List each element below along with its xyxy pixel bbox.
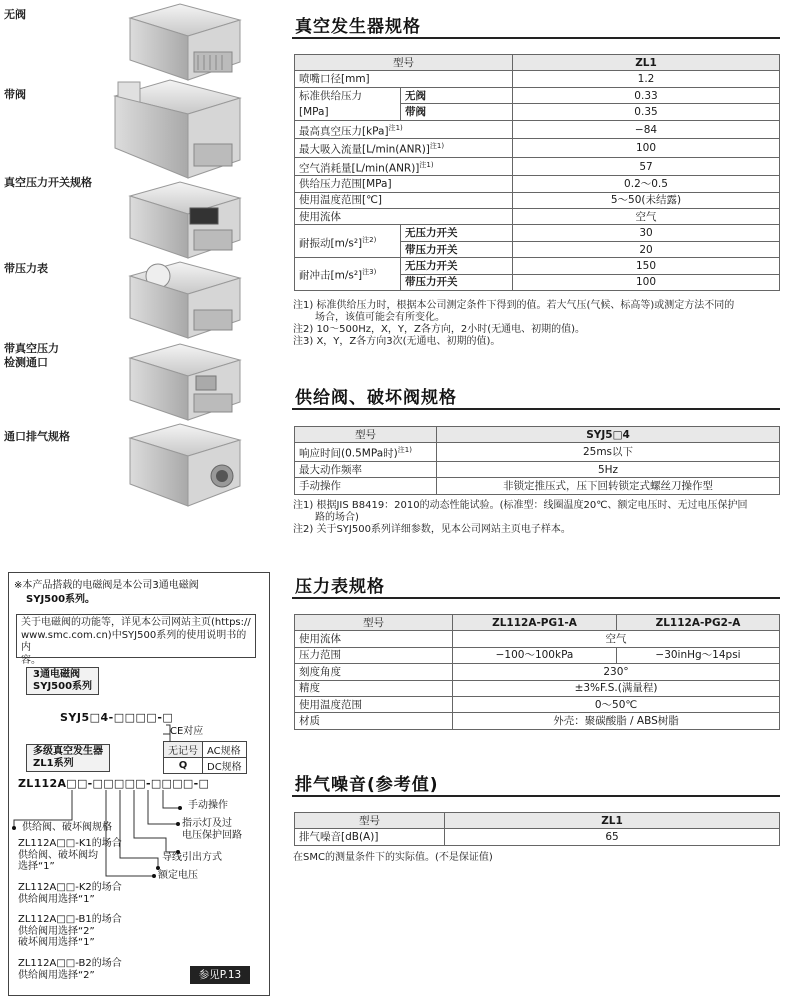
vibration-label: 耐振动$[m/s^2]^{注2)}$ — [295, 225, 401, 258]
shock-a-label: 无压力开关 — [401, 258, 513, 274]
noise-section-title: 排气噪音(参考值) — [295, 775, 439, 795]
gauge-angle-label: 刻度角度 — [295, 664, 453, 680]
product-illustrations — [110, 0, 285, 520]
product-image-vacuum-port — [130, 344, 240, 420]
supply-pressure-label-2: [MPa] — [299, 105, 329, 118]
variant-label-vacuum-port: 带真空压力 — [4, 342, 59, 355]
gauge-range-v2: −30inHg～14psi — [617, 647, 780, 663]
vacuum-notes — [293, 300, 785, 348]
nozzle-value: 1.2 — [513, 71, 780, 87]
vacuum-note-2: 注2) 10～500Hz，X，Y，Z各方向，2小时(无通电、初期的值)。 — [293, 324, 585, 335]
noise-head-label: 型号 — [295, 813, 445, 829]
vibration-a-label: 无压力开关 — [401, 225, 513, 241]
supply-pressure-label-1: 标准供给压力 — [299, 89, 362, 102]
legend-h2: AC规格 — [203, 742, 247, 758]
temp-range-label: 使用温度范围[℃] — [295, 192, 513, 208]
max-frequency-label: 最大动作频率 — [295, 461, 437, 477]
variant-label-vacuum-switch: 真空压力开关规格 — [4, 176, 92, 189]
option-k2-1: ZL112A□□-K2的场合 — [18, 882, 122, 893]
option-k2-2: 供给阀用选择“1” — [18, 893, 95, 905]
vacuum-note-1: 注1) 标准供给压力时，根据本公司测定条件下得到的值。若大气压(气候、标高等)或测定方法不同的 — [293, 300, 735, 311]
gauge-material-label: 材质 — [295, 713, 453, 729]
series2-tag-line1: 多级真空发生器 — [33, 746, 103, 757]
noise-note: 在SMC的测量条件下的实际值。(不是保证值) — [293, 852, 493, 863]
gauge-accuracy-value: ±3%F.S.(满量程) — [453, 680, 780, 696]
valve-notes — [293, 500, 785, 536]
product-image-vacuum-switch — [130, 182, 240, 258]
legend-q2: DC规格 — [203, 758, 247, 774]
variant-label-with-valve: 带阀 — [4, 88, 26, 101]
solenoid-note-box — [16, 614, 256, 666]
gauge-fluid-value: 空气 — [453, 631, 780, 647]
air-consumption-note: 注1) — [419, 160, 434, 169]
shock-note: 注3) — [362, 268, 377, 277]
option-b1-2: 供给阀用选择“2” — [18, 925, 95, 937]
series1-tag-line1: 3通电磁阀 — [33, 669, 80, 680]
lead-wire-label: 导线引出方式 — [162, 852, 222, 863]
valve-note-2: 注2) 关于SYJ500系列详细参数，见本公司网站主页电子样本。 — [293, 524, 571, 535]
ce-label: CE对应 — [170, 726, 204, 737]
gauge-range-label: 压力范围 — [295, 647, 453, 663]
vibration-a-value: 30 — [513, 225, 780, 241]
variant-label-gauge: 带压力表 — [4, 262, 48, 275]
max-suction-note: 注1) — [429, 142, 445, 151]
vibration-note: 注2) — [362, 235, 377, 244]
vacuum-spec-table — [294, 54, 780, 291]
max-vacuum-note: 注1) — [388, 123, 403, 132]
max-suction-label: 最大吸入流量$[L/\min(ANR)]^{注1)}$ — [295, 139, 513, 158]
fluid-label: 使用流体 — [295, 209, 513, 225]
fluid-value: 空气 — [513, 209, 780, 225]
max-vacuum-value: −84 — [513, 120, 780, 139]
option-b2-1: ZL112A□□-B2的场合 — [18, 958, 122, 969]
product-image-with-valve — [115, 80, 240, 178]
vacuum-section-title: 真空发生器规格 — [295, 17, 421, 37]
temp-range-value: 5～50(未结露) — [513, 192, 780, 208]
vacuum-head-label: 型号 — [295, 55, 513, 71]
option-k2 — [18, 882, 122, 905]
series1-tag — [26, 667, 99, 695]
box-line-1: ※本产品搭载的电磁阀是本公司3通电磁阀 — [14, 580, 199, 591]
option-b2 — [18, 958, 122, 981]
option-b1-3: 破坏阀用选择“1” — [18, 937, 95, 948]
solenoid-note-3: 容。 — [21, 654, 41, 666]
shock-label: 耐冲击$[m/s^2]^{注3)}$ — [295, 258, 401, 291]
variant-label-vacuum-port-2: 检测通口 — [4, 356, 48, 369]
max-frequency-value: 5Hz — [437, 461, 780, 477]
variant-label-no-valve: 无阀 — [4, 8, 26, 21]
series2-tag-line2: ZL1系列 — [33, 758, 74, 769]
gauge-accuracy-label: 精度 — [295, 680, 453, 696]
option-b1-1: ZL112A□□-B1的场合 — [18, 914, 122, 925]
vacuum-note-3: 注3) X，Y，Z各方向3次(无通电、初期的值)。 — [293, 336, 501, 347]
noise-row-label: 排气噪音[dB(A)] — [295, 829, 445, 845]
indicator-label-2: 电压保护回路 — [182, 830, 242, 841]
gauge-angle-value: 230° — [453, 664, 780, 680]
valve-head-label: 型号 — [295, 427, 437, 443]
product-image-no-valve — [130, 4, 240, 80]
shock-a-value: 150 — [513, 258, 780, 274]
valve-note-1: 注1) 根据JIS B8419：2010的动态性能试验。(标准型：线圈温度20℃、额定电压时、无过电压保护回 — [293, 500, 748, 511]
vibration-b-label: 带压力开关 — [401, 241, 513, 257]
no-valve-value: 0.33 — [513, 87, 780, 104]
gauge-head-m1: ZL112A-PG1-A — [453, 615, 617, 631]
legend-q: Q — [164, 758, 203, 774]
supply-range-value: 0.2～0.5 — [513, 176, 780, 192]
with-valve-value: 0.35 — [513, 104, 780, 121]
section-divider — [292, 795, 780, 797]
response-time-label: 响应时间(0.5MPa时)$^{注1)}$ — [295, 443, 437, 462]
section-divider — [292, 597, 780, 599]
series2-code: ZL112A□□-□□□□□-□□□□-□ — [18, 777, 210, 790]
gauge-spec-table — [294, 614, 780, 730]
option-b2-2: 供给阀用选择“2” — [18, 969, 95, 981]
noise-row-value: 65 — [445, 829, 780, 845]
solenoid-note-1: 关于电磁阀的功能等，详见本公司网站主页(https:// — [21, 617, 251, 628]
option-k1-1: ZL112A□□-K1的场合 — [18, 838, 122, 849]
option-k1-2: 供给阀、破坏阀均 — [18, 849, 98, 861]
nozzle-label: 喷嘴口径[mm] — [295, 71, 513, 87]
box-line-2: SYJ500系列。 — [26, 594, 96, 605]
shock-b-label: 带压力开关 — [401, 274, 513, 290]
option-k1-3: 选择“1” — [18, 861, 55, 872]
valve-section-title: 供给阀、破坏阀规格 — [295, 388, 457, 408]
gauge-fluid-label: 使用流体 — [295, 631, 453, 647]
indicator-label — [182, 818, 242, 842]
air-consumption-label: 空气消耗量$[L/\min(ANR)]^{注1)}$ — [295, 157, 513, 176]
vacuum-note-1b: 场合，该值可能会有所变化。 — [315, 312, 445, 323]
max-vacuum-label: 最高真空压力[kPa]$^{注1)}$ — [295, 120, 513, 139]
section-divider — [292, 408, 780, 410]
no-valve-label: 无阀 — [401, 87, 513, 104]
with-valve-label: 带阀 — [401, 104, 513, 121]
supply-spec-label: 供给阀、破坏阀规格 — [22, 822, 112, 833]
series1-tag-line2: SYJ500系列 — [33, 681, 93, 692]
gauge-head-label: 型号 — [295, 615, 453, 631]
manual-op-label: 手动操作 — [188, 800, 228, 811]
vacuum-head-model: ZL1 — [513, 55, 780, 71]
gauge-material-value: 外壳：聚碳酸脂 / ABS树脂 — [453, 713, 780, 729]
voltage-label: 额定电压 — [158, 870, 198, 881]
response-time-note: 注1) — [397, 446, 412, 455]
see-page-button[interactable]: 参见P.13 — [190, 966, 250, 984]
series1-code: SYJ5□4-□□□□-□ — [60, 711, 174, 724]
solenoid-note-2: www.smc.com.cn)中SYJ500系列的使用说明书的内 — [21, 629, 247, 653]
product-image-exhaust — [130, 424, 240, 506]
valve-note-1b: 路的场合) — [315, 512, 359, 523]
option-k1 — [18, 838, 122, 873]
legend-h: 无记号 — [164, 742, 203, 758]
gauge-range-v1: −100～100kPa — [453, 647, 617, 663]
gauge-section-title: 压力表规格 — [295, 577, 385, 597]
manual-operation-label: 手动操作 — [295, 478, 437, 494]
supply-range-label: 供给压力范围[MPa] — [295, 176, 513, 192]
gauge-temp-label: 使用温度范围 — [295, 696, 453, 712]
noise-head-model: ZL1 — [445, 813, 780, 829]
response-time-value: 25ms以下 — [437, 443, 780, 462]
gauge-temp-value: 0～50℃ — [453, 696, 780, 712]
shock-b-value: 100 — [513, 274, 780, 290]
option-b1 — [18, 914, 122, 949]
gauge-head-m2: ZL112A-PG2-A — [617, 615, 780, 631]
valve-head-model: SYJ5□4 — [437, 427, 780, 443]
valve-spec-table — [294, 426, 780, 495]
noise-spec-table — [294, 812, 780, 846]
supply-pressure-label — [295, 87, 401, 120]
max-suction-value: 100 — [513, 139, 780, 158]
product-image-gauge — [130, 262, 240, 338]
section-divider — [292, 37, 780, 39]
manual-operation-value: 非锁定推压式，压下回转锁定式螺丝刀操作型 — [437, 478, 780, 494]
variant-label-exhaust: 通口排气规格 — [4, 430, 70, 443]
air-consumption-value: 57 — [513, 157, 780, 176]
vibration-b-value: 20 — [513, 241, 780, 257]
indicator-label-1: 指示灯及过 — [182, 818, 232, 829]
